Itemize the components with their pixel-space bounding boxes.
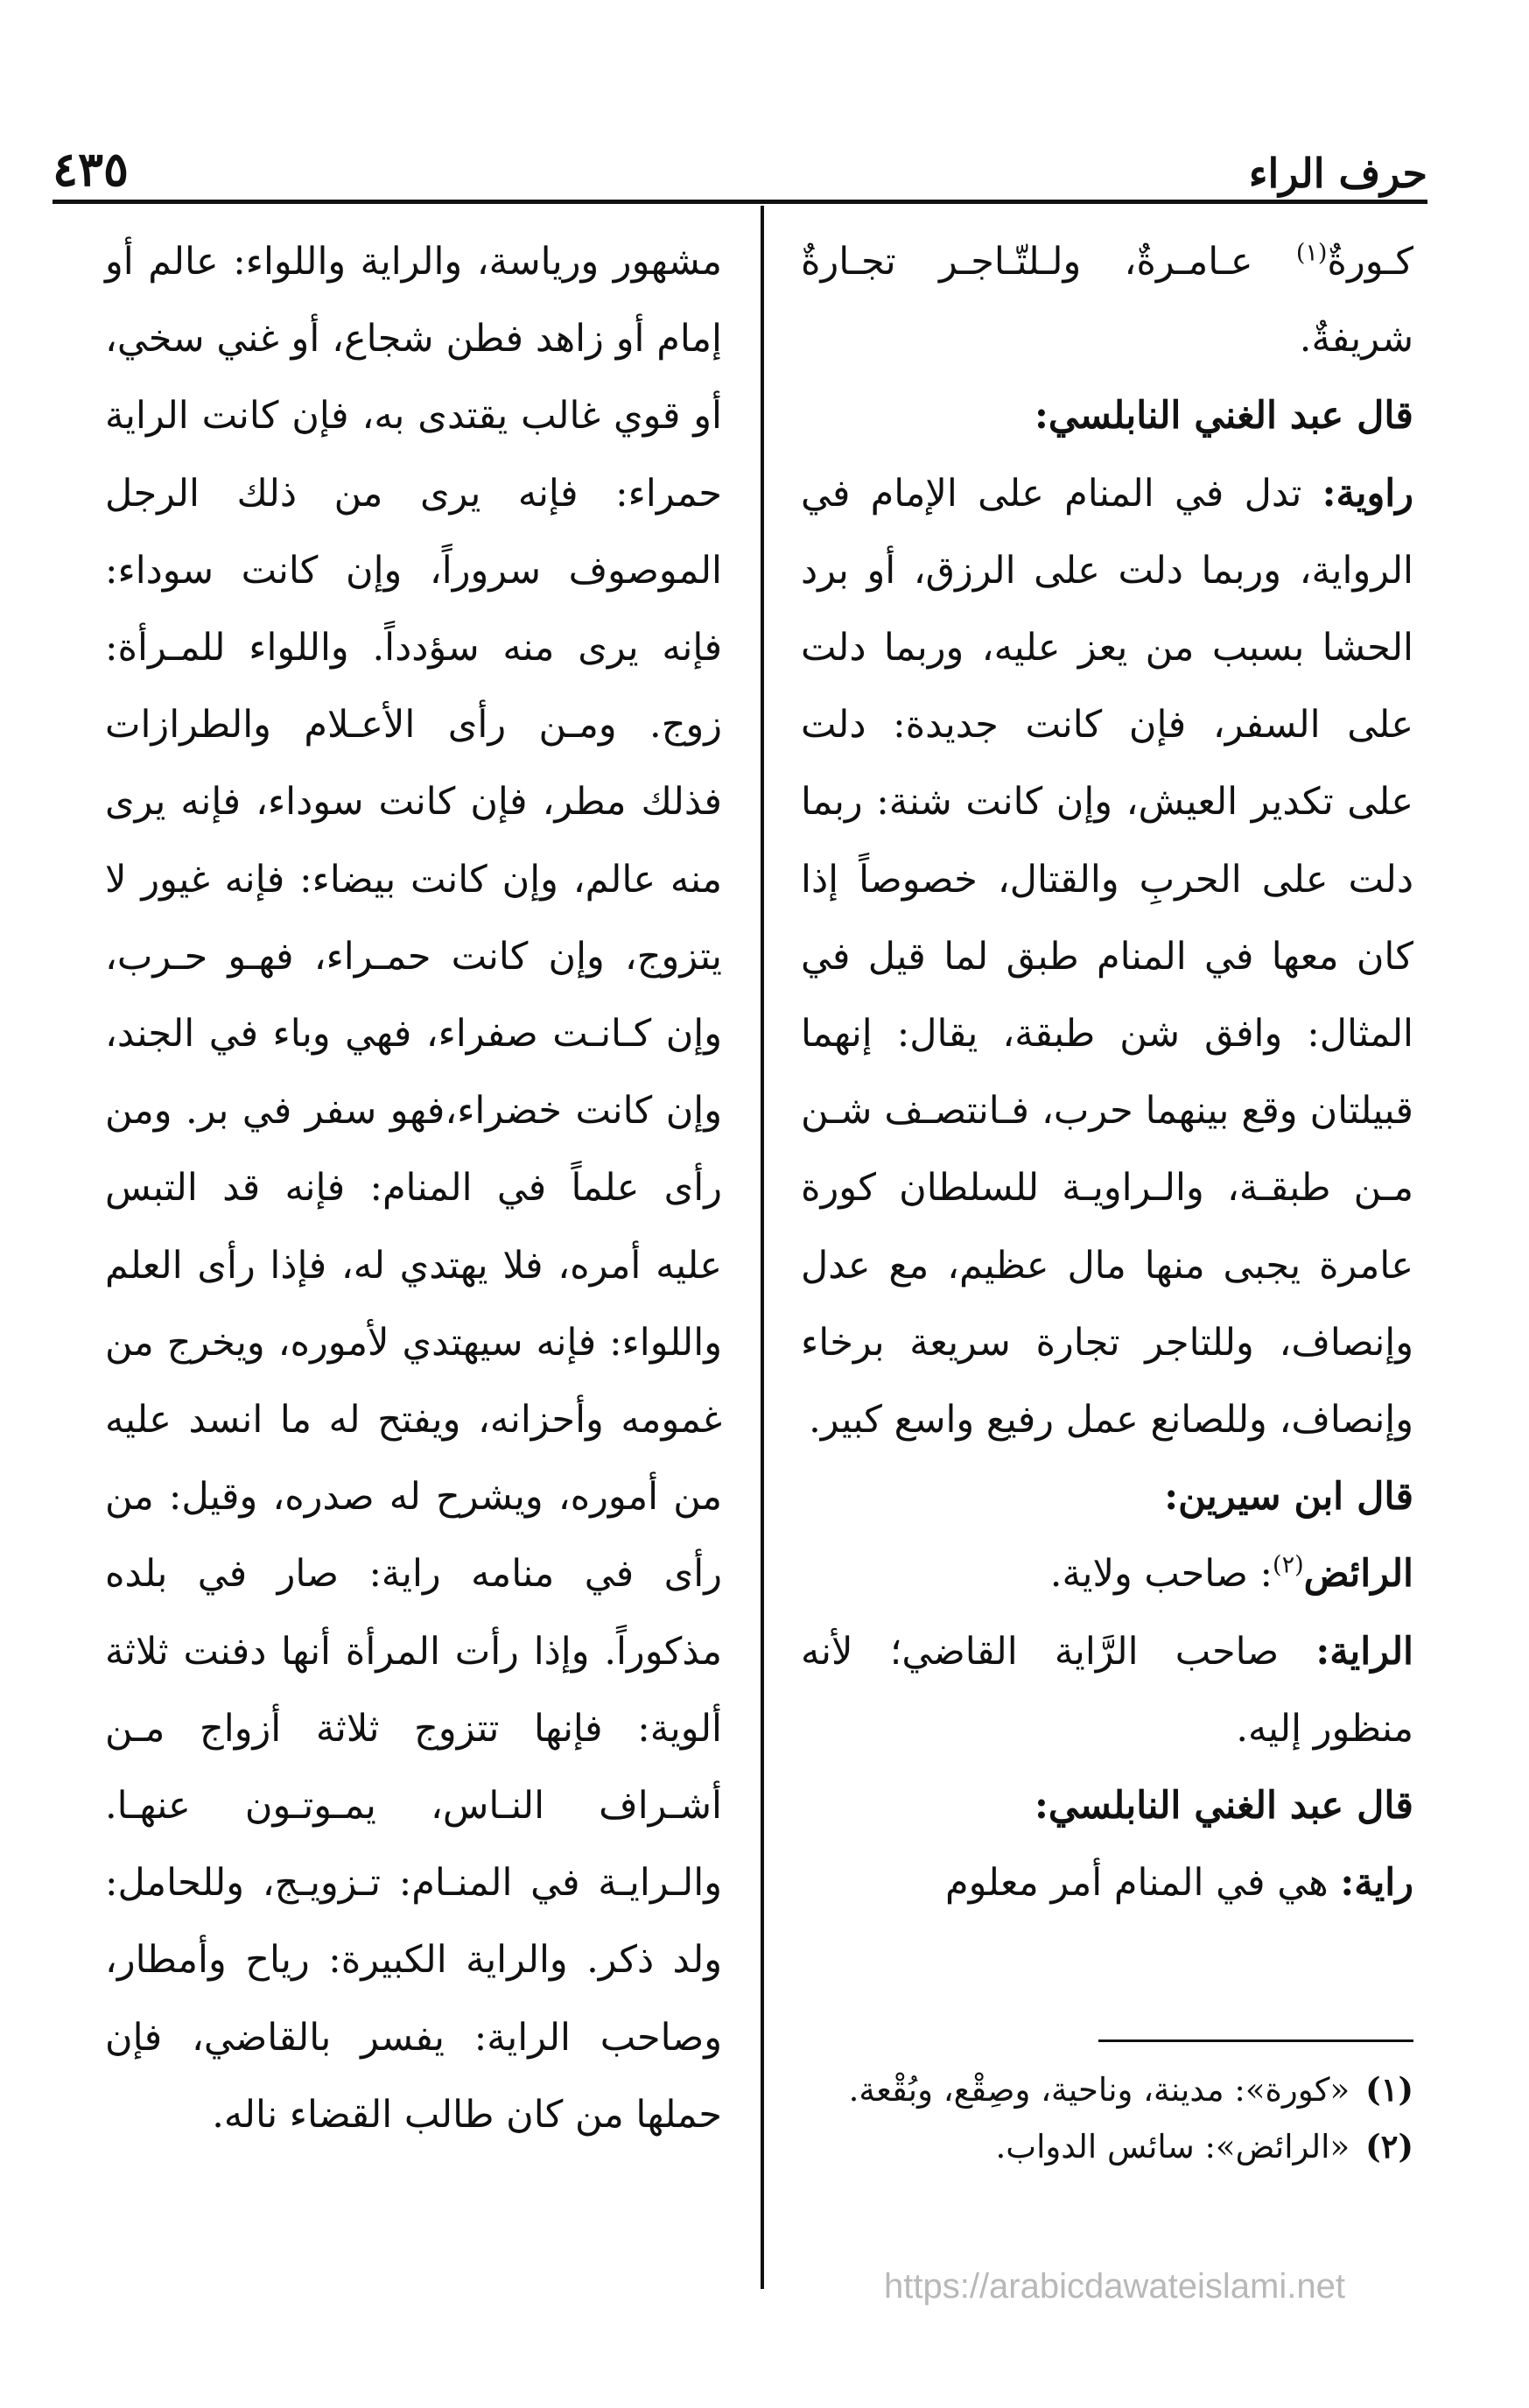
section-heading-ibn-sirin: قال ابن سيرين: xyxy=(1164,1475,1413,1520)
entry-term: الرائض xyxy=(1303,1552,1413,1597)
entry-text: : صاحب ولاية. xyxy=(1049,1552,1273,1597)
column-divider xyxy=(761,206,764,2289)
running-head xyxy=(53,114,1427,197)
running-title: حرف الراء xyxy=(1248,150,1427,197)
footnote-number: (٢) xyxy=(1365,2127,1413,2166)
header-rule xyxy=(53,200,1427,204)
entry-term: الراية: xyxy=(1315,1629,1413,1674)
footnote-number: (١) xyxy=(1365,2070,1413,2109)
section-heading-nabulsi-2: قال عبد الغني النابلسي: xyxy=(1034,1784,1413,1829)
entry-term: راوية: xyxy=(1322,471,1413,516)
paragraph-city xyxy=(801,223,1413,377)
entry-rawiya xyxy=(801,455,1413,1459)
footnote-ref-1[interactable]: (١) xyxy=(1295,239,1328,267)
entry-term: راية: xyxy=(1340,1861,1413,1906)
paragraph-text: كـورةٌ xyxy=(1327,240,1413,284)
section-heading-nabulsi: قال عبد الغني النابلسي: xyxy=(1034,394,1413,439)
footnote-1 xyxy=(801,2061,1413,2118)
page-number: ٤٣٥ xyxy=(53,141,130,197)
watermark-url: https://arabicdawateislami.net xyxy=(884,2267,1345,2306)
paragraph-text: عـامـرةٌ، ولـلتّـاجـر تجـارةٌ شريفةٌ. xyxy=(801,240,1413,362)
entry-text: تدل في المنام على الإمام في الرواية، وربما دلت على الرزق، أو برد الحشا بسبب من يعز عليه، وربما دلت على السفر، فإن كانت جديدة: دلت على تكدير العيش، وإن كانت شنة: ربما دلت على الحربِ والقتال، خصوصاً إذا كان معها في المنام طبق لما قيل في المثال: وافق شن طبقة، يقال: إنهما قبيلتان وقع بينهما حرب، فـانتصـف شـن مـن طبقـة، والـراويـة للسلطان كورة عامرة يجبى منها مال عظيم، مع عدل وإنصاف، وللتاجر تجارة سريعة برخاء وإنصاف، وللصانع عمل رفيع واسع كبير. xyxy=(801,471,1413,1443)
footnotes xyxy=(801,2039,1413,2175)
entry-text: هي في المنام أمر معلوم xyxy=(944,1861,1341,1906)
footnote-text: «الرائض»: سائس الدواب. xyxy=(995,2128,1350,2166)
entry-text: صاحب الرَّاية القاضي؛ لأنه منظور إليه. xyxy=(801,1629,1413,1751)
footnote-2 xyxy=(801,2118,1413,2175)
right-column xyxy=(801,223,1413,1921)
footnote-rule xyxy=(1098,2039,1413,2042)
left-column xyxy=(105,223,722,2153)
entry-raya-continued: مشهور ورياسة، والراية واللواء: عالم أو إمام أو زاهد فطن شجاع، أو غني سخي، أو قوي غالب يقتدى به، فإن كانت الراية حمراء: فإنه يرى من ذلك الرجل الموصوف سروراً، وإن كانت سوداء: فإنه يرى منه سؤدداً. واللواء للمـرأة: زوج. ومـن رأى الأعـلام والطرازات فذلك مطر، فإن كانت سوداء، فإنه يرى منه عالم، وإن كانت بيضاء: فإنه غيور لا يتزوج، وإن كانت حمـراء، فهـو حـرب، وإن كـانـت صفراء، فهي وباء في الجند، وإن كانت خضراء،فهو سفر في بر. ومن رأى علماً في المنام: فإنه قد التبس عليه أمره، فلا يهتدي له، فإذا رأى العلم واللواء: فإنه سيهتدي لأموره، ويخرج من غمومه وأحزانه، ويفتح له ما انسد عليه من أموره، ويشرح له صدره، وقيل: من رأى في منامه راية: صار في بلده مذكوراً. وإذا رأت المرأة أنها دفنت ثلاثة ألوية: فإنها تتزوج ثلاثة أزواج مـن أشـراف النـاس، يمـوتـون عنهـا. والـرايـة في المنـام: تـزويـج، وللحامل: ولد ذكر. والراية الكبيرة: رياح وأمطار، وصاحب الراية: يفسر بالقاضي، فإن حملها من كان طالب القضاء ناله. xyxy=(105,240,722,2137)
entry-raya xyxy=(801,1613,1413,1767)
entry-raya-2 xyxy=(801,1844,1413,1921)
entry-raid xyxy=(801,1535,1413,1612)
footnote-text: «كورة»: مدينة، وناحية، وصِقْع، وبُقْعة. xyxy=(848,2071,1350,2109)
footnote-ref-2[interactable]: (٢) xyxy=(1273,1552,1304,1580)
